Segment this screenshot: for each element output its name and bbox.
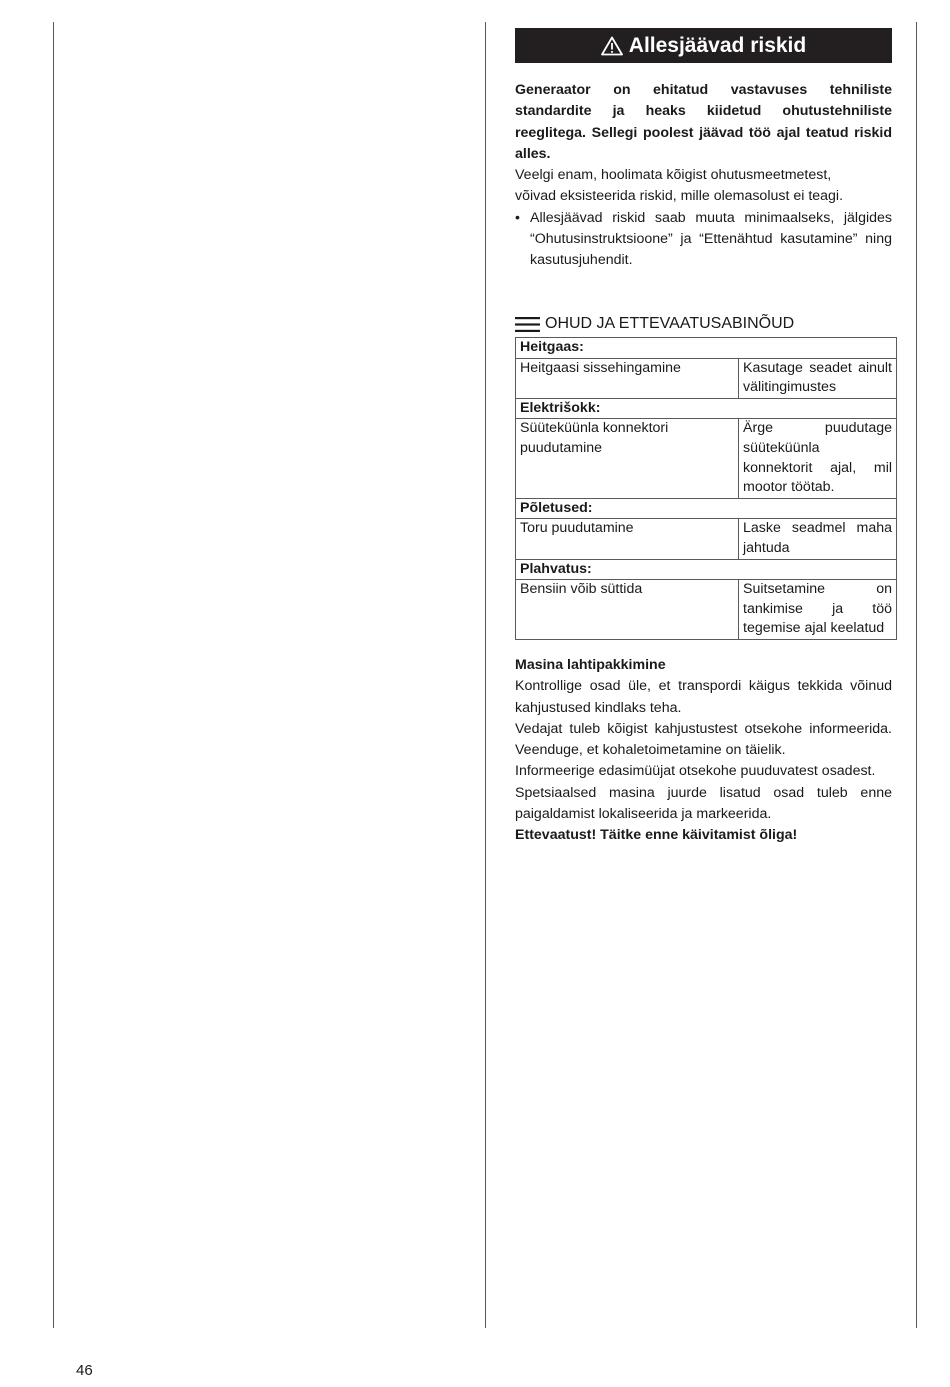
section-heading: Elektrišokk: (516, 398, 897, 419)
section-heading: Põletused: (516, 498, 897, 519)
table-row (516, 419, 897, 498)
intro-line-1: Veelgi enam, hoolimata kõigist ohutusmeetmetest, (515, 167, 832, 184)
warning-triangle-icon (601, 36, 623, 56)
precaution-cell: Laske seadmel maha jahtuda (739, 519, 897, 559)
column-rule-left (53, 22, 54, 1328)
hazard-cell: Toru puudutamine (516, 519, 739, 559)
unpacking-paragraph: Informeerige edasimüüjat otsekohe puuduvatest osadest. (515, 763, 876, 780)
table-row (516, 338, 897, 359)
hazards-heading (515, 313, 892, 335)
table-row (516, 398, 897, 419)
bullet-marker: • (515, 209, 520, 226)
intro-bullet (515, 208, 892, 272)
table-row (516, 519, 897, 559)
column-rule-right (916, 22, 917, 1328)
intro-bold-text: Generaator on ehitatud vastavuses tehniliste standardite ja heaks kiidetud ohutustehniliste reeglitega. Sellegi poolest jäävad töö ajal teatud riskid alles. (515, 82, 892, 162)
unpacking-paragraph: Kontrollige osad üle, et transpordi käigus tekkida võinud kahjustused kindlaks teha. (515, 678, 892, 716)
bullet-text: Allesjäävad riskid saab muuta minimaalseks, jälgides “Ohutusinstruktsioone” ja “Ettenähtud kasutamine” ning kasutusjuhendit. (530, 209, 892, 269)
table-row (516, 358, 897, 398)
section-heading: Plahvatus: (516, 559, 897, 580)
page-number: 46 (76, 1362, 93, 1379)
table-row (516, 498, 897, 519)
unpacking-title: Masina lahtipakkimine (515, 657, 666, 673)
section-heading: Heitgaas: (516, 338, 897, 359)
unpacking-section (515, 655, 892, 847)
hazards-table (515, 337, 897, 640)
intro-line-2: võivad eksisteerida riskid, mille olemasolust ei teagi. (515, 188, 844, 205)
hazard-cell: Bensiin võib süttida (516, 580, 739, 640)
precaution-cell: Kasutage seadet ainult välitingimustes (739, 358, 897, 398)
hazard-cell: Heitgaasi sissehingamine (516, 358, 739, 398)
unpacking-paragraph: Spetsiaalsed masina juurde lisatud osad tuleb enne paigaldamist lokaliseerida ja markeerida. (515, 784, 892, 823)
table-row (516, 559, 897, 580)
precaution-cell: Ärge puudutage süüteküünla konnektorit ajal, mil mootor töötab. (739, 419, 897, 498)
hazard-cell: Süüteküünla konnektori puudutamine (516, 419, 739, 498)
table-row (516, 580, 897, 640)
precaution-cell: Suitsetamine on tankimise ja töö tegemise ajal keelatud (739, 580, 897, 640)
residual-risks-intro (515, 80, 892, 272)
unpacking-paragraph: Vedajat tuleb kõigist kahjustustest otsekohe informeerida. Veenduge, et kohaletoimetamine on täielik. (515, 720, 892, 759)
menu-lines-icon (515, 316, 540, 333)
oil-warning: Ettevaatust! Täitke enne käivitamist õliga! (515, 827, 798, 844)
residual-risks-banner (515, 28, 892, 63)
column-rule-middle (485, 22, 486, 1328)
hazards-title: OHUD JA ETTEVAATUSABINÕUD (545, 315, 795, 332)
banner-title: Allesjäävad riskid (628, 33, 807, 57)
